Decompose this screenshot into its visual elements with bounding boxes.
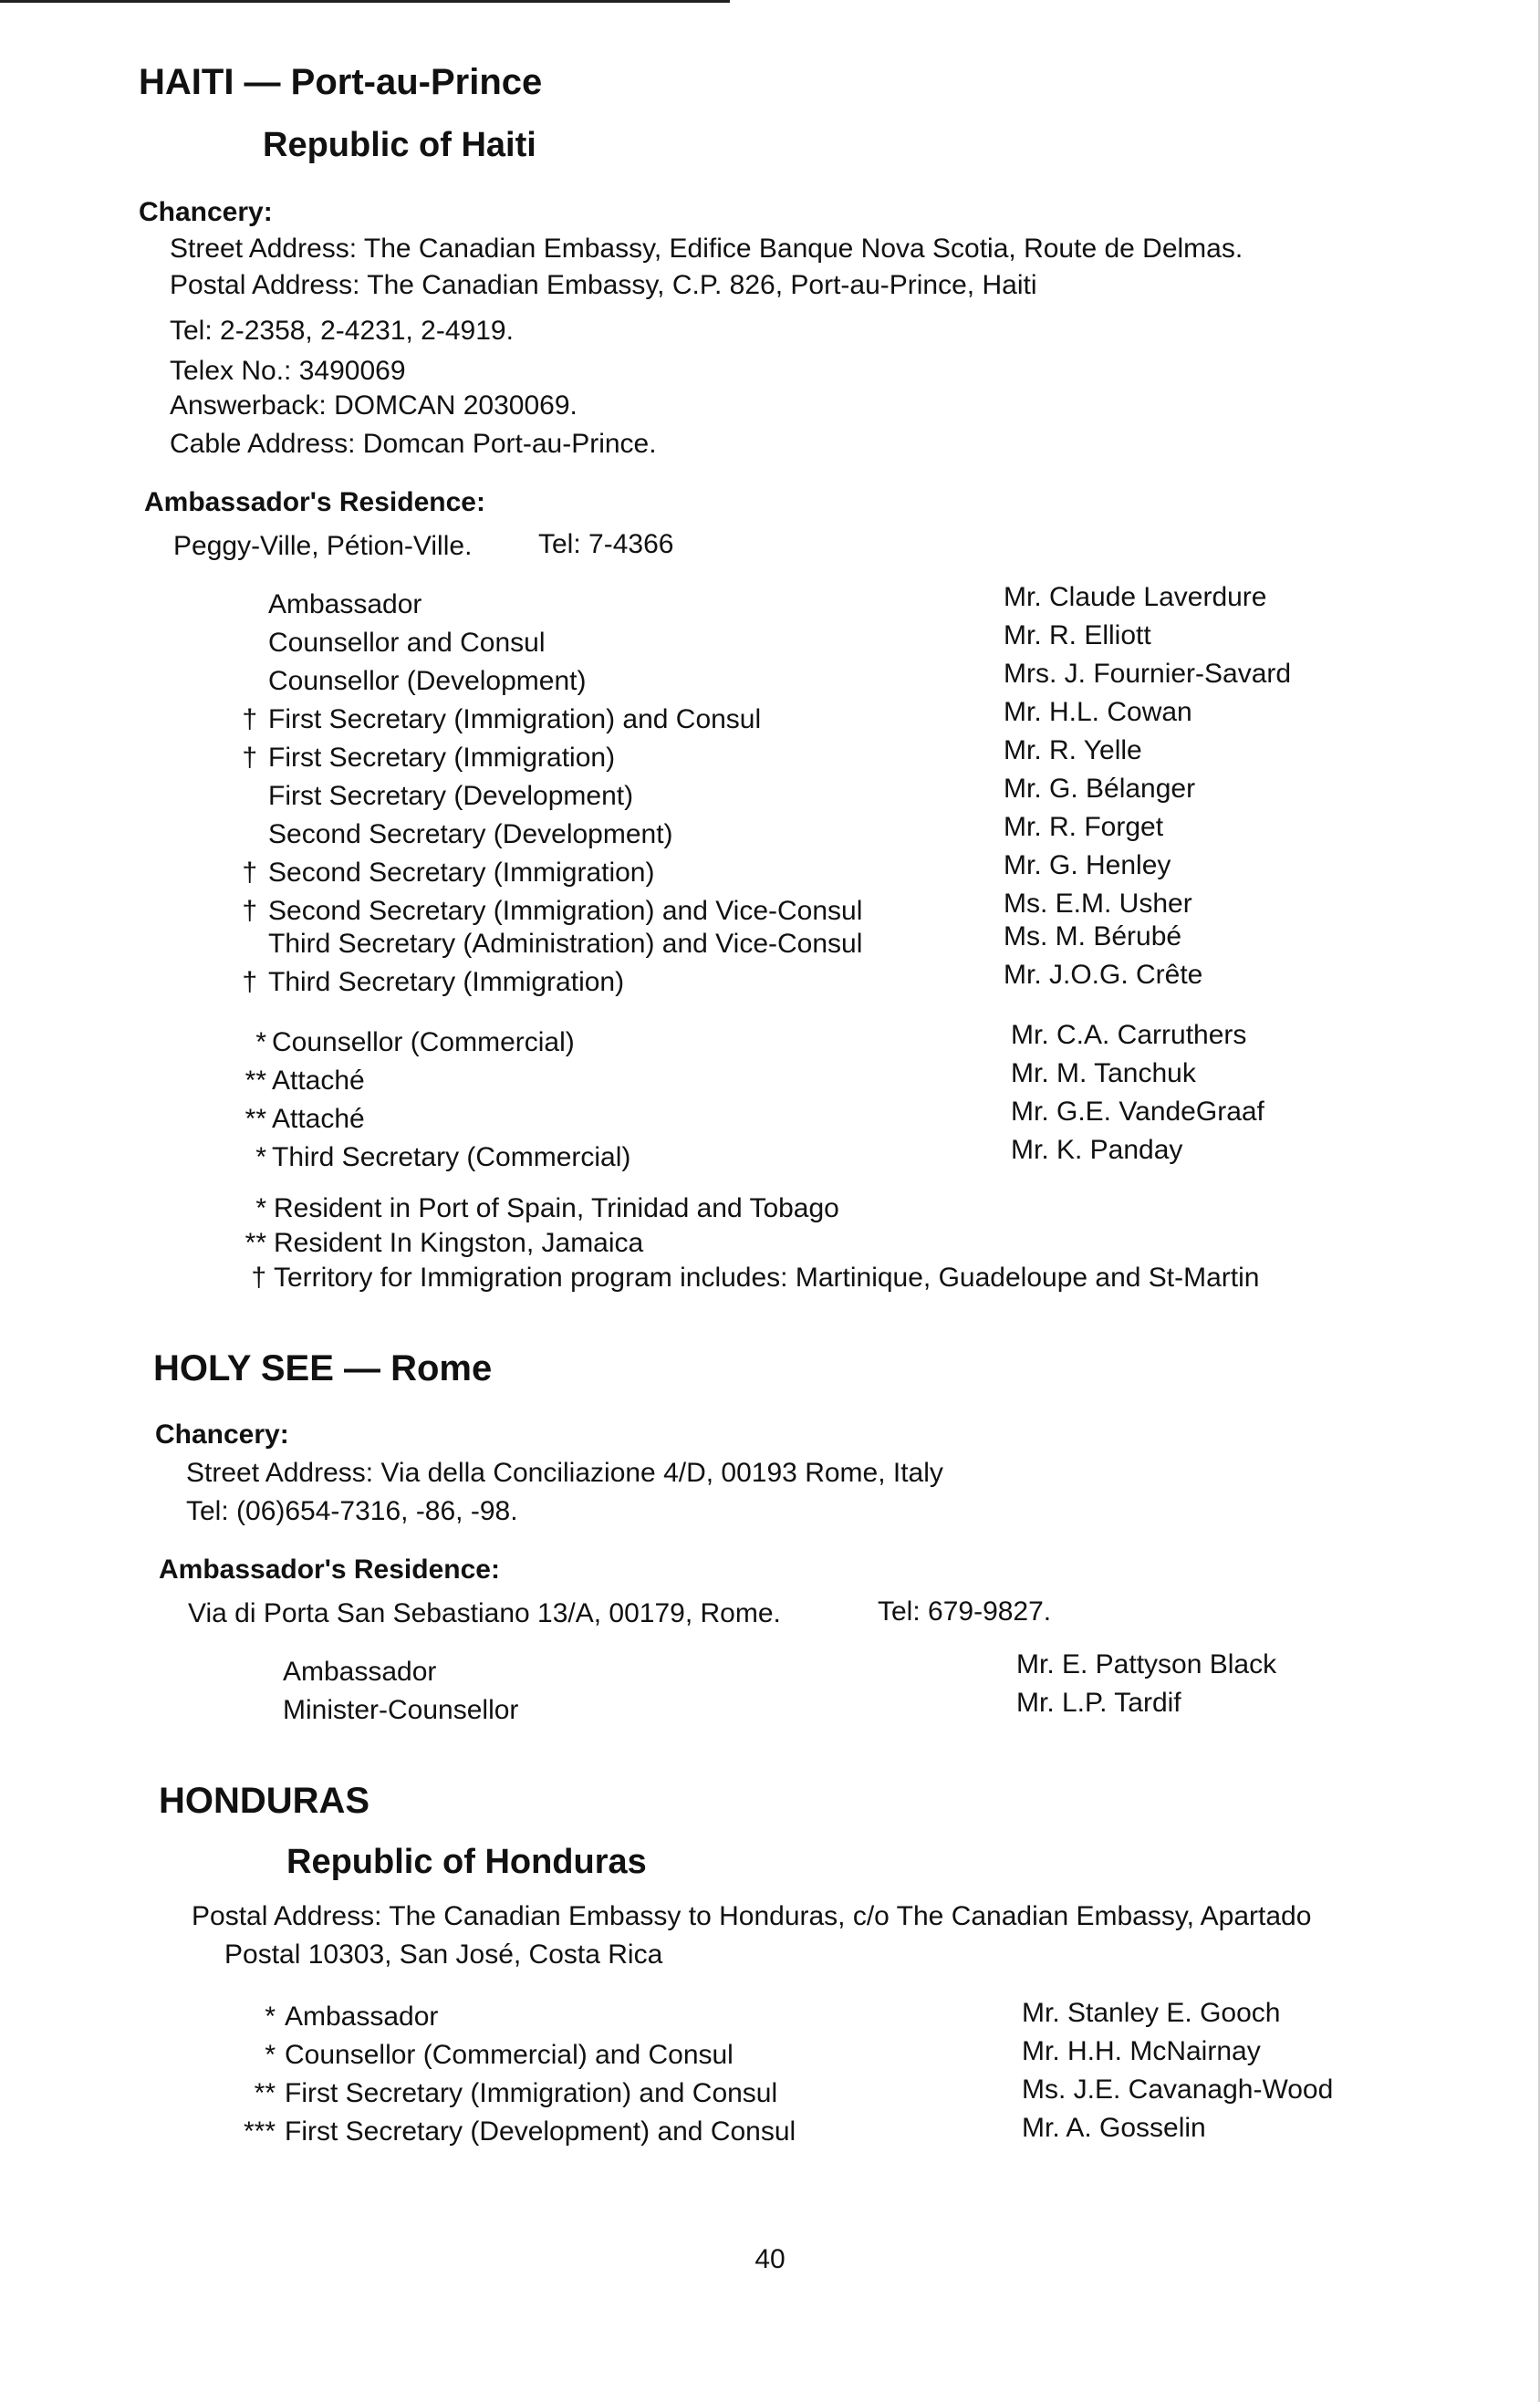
staff-row	[0, 2074, 1540, 2116]
chancery-line: Street Address: Via della Conciliazione 4/D, 00193 Rome, Italy	[186, 1458, 943, 1488]
staff-position: Second Secretary (Development)	[268, 819, 673, 849]
staff-mark: **	[245, 1104, 266, 1134]
staff-position: Counsellor and Consul	[268, 628, 546, 658]
staff-position: Third Secretary (Commercial)	[272, 1142, 631, 1172]
residence-tel: Tel: 679-9827.	[878, 1596, 1052, 1627]
residence-address: Via di Porta San Sebastiano 13/A, 00179, Rome.	[188, 1598, 781, 1628]
staff-row	[0, 2036, 1540, 2078]
staff-mark: †	[242, 704, 257, 734]
staff-position: Third Secretary (Administration) and Vice-Consul	[268, 929, 863, 959]
staff-row	[0, 620, 1540, 666]
staff-row	[0, 659, 1540, 704]
staff-position: Minister-Counsellor	[283, 1695, 519, 1725]
footnote-text: Territory for Immigration program includes: Martinique, Guadeloupe and St-Martin	[274, 1263, 1260, 1293]
staff-name: Ms. J.E. Cavanagh-Wood	[1022, 2074, 1334, 2105]
staff-row	[0, 960, 1540, 1005]
staff-name: Mr. L.P. Tardif	[1016, 1688, 1181, 1718]
staff-position: Counsellor (Commercial) and Consul	[285, 2040, 734, 2070]
staff-position: Counsellor (Development)	[268, 666, 587, 696]
footnote-mark: **	[245, 1228, 266, 1258]
staff-name: Mr. R. Forget	[1004, 812, 1164, 842]
footnote-text: Resident In Kingston, Jamaica	[274, 1228, 644, 1258]
staff-row	[0, 1688, 1540, 1733]
staff-position: Ambassador	[268, 589, 422, 619]
staff-row	[0, 1998, 1540, 2040]
chancery-label: Chancery:	[155, 1419, 289, 1450]
postal-line: Postal 10303, San José, Costa Rica	[224, 1939, 663, 1970]
footnote-mark: †	[251, 1263, 266, 1293]
staff-row	[0, 1097, 1540, 1142]
staff-row	[0, 1058, 1540, 1104]
staff-position: First Secretary (Development)	[268, 781, 634, 811]
staff-row	[0, 812, 1540, 858]
staff-row	[0, 921, 1540, 967]
staff-mark: **	[245, 1066, 266, 1096]
chancery-label: Chancery:	[139, 197, 273, 227]
footnote	[0, 1193, 1540, 1232]
staff-position: First Secretary (Immigration) and Consul	[285, 2078, 778, 2108]
staff-row	[0, 2113, 1540, 2155]
staff-row	[0, 1649, 1540, 1695]
staff-mark: †	[242, 858, 257, 888]
staff-name: Mr. G. Henley	[1004, 850, 1171, 880]
chancery-line: Answerback: DOMCAN 2030069.	[170, 390, 578, 421]
staff-name: Mr. C.A. Carruthers	[1011, 1020, 1247, 1050]
chancery-line: Cable Address: Domcan Port-au-Prince.	[170, 429, 657, 459]
top-rule	[0, 0, 730, 3]
staff-name: Mr. G.E. VandeGraaf	[1011, 1097, 1264, 1127]
staff-position: First Secretary (Immigration) and Consul	[268, 704, 762, 734]
staff-row	[0, 850, 1540, 896]
staff-row	[0, 735, 1540, 781]
chancery-line: Telex No.: 3490069	[170, 356, 406, 386]
staff-position: First Secretary (Development) and Consul	[285, 2116, 796, 2147]
staff-mark: †	[242, 743, 257, 773]
staff-mark: **	[254, 2078, 276, 2108]
chancery-line: Tel: (06)654-7316, -86, -98.	[186, 1496, 518, 1526]
staff-row	[0, 697, 1540, 743]
staff-name: Mr. A. Gosselin	[1022, 2113, 1206, 2143]
staff-row	[0, 1020, 1540, 1066]
page-number: 40	[754, 2244, 786, 2274]
postal-line: Postal Address: The Canadian Embassy to Honduras, c/o The Canadian Embassy, Apartado	[192, 1901, 1312, 1931]
staff-row	[0, 774, 1540, 819]
country-subtitle-haiti: Republic of Haiti	[263, 126, 536, 164]
chancery-line: Street Address: The Canadian Embassy, Edifice Banque Nova Scotia, Route de Delmas.	[170, 234, 1243, 264]
staff-mark: ***	[243, 2116, 276, 2147]
staff-mark: †	[242, 896, 257, 926]
residence-address: Peggy-Ville, Pétion-Ville.	[173, 531, 473, 561]
staff-name: Mr. K. Panday	[1011, 1135, 1183, 1165]
residence-label: Ambassador's Residence:	[144, 487, 485, 517]
staff-name: Mr. J.O.G. Crête	[1004, 960, 1203, 990]
staff-mark: *	[255, 1027, 266, 1057]
staff-name: Mr. Claude Laverdure	[1004, 582, 1267, 612]
country-title-holy-see: HOLY SEE — Rome	[153, 1348, 493, 1388]
staff-mark: *	[265, 2002, 276, 2032]
staff-mark: *	[265, 2040, 276, 2070]
staff-position: Second Secretary (Immigration)	[268, 858, 655, 888]
staff-name: Ms. E.M. Usher	[1004, 889, 1192, 919]
staff-name: Mr. H.L. Cowan	[1004, 697, 1192, 727]
staff-position: Ambassador	[283, 1657, 437, 1687]
staff-name: Mrs. J. Fournier-Savard	[1004, 659, 1292, 689]
staff-position: Counsellor (Commercial)	[272, 1027, 575, 1057]
chancery-line: Postal Address: The Canadian Embassy, C.P. 826, Port-au-Prince, Haiti	[170, 270, 1037, 300]
staff-mark: *	[255, 1142, 266, 1172]
country-subtitle-honduras: Republic of Honduras	[286, 1843, 647, 1881]
residence-tel: Tel: 7-4366	[538, 529, 674, 559]
footnote	[0, 1228, 1540, 1266]
staff-position: First Secretary (Immigration)	[268, 743, 616, 773]
staff-name: Mr. R. Elliott	[1004, 620, 1151, 650]
staff-name: Mr. H.H. McNairnay	[1022, 2036, 1261, 2066]
staff-name: Mr. Stanley E. Gooch	[1022, 1998, 1281, 2028]
staff-name: Mr. M. Tanchuk	[1011, 1058, 1196, 1088]
staff-name: Mr. E. Pattyson Black	[1016, 1649, 1277, 1679]
staff-name: Mr. G. Bélanger	[1004, 774, 1196, 804]
footnote	[0, 1263, 1540, 1301]
staff-name: Mr. R. Yelle	[1004, 735, 1142, 765]
residence-label: Ambassador's Residence:	[159, 1555, 500, 1585]
country-title-honduras: HONDURAS	[159, 1781, 370, 1821]
chancery-line: Tel: 2-2358, 2-4231, 2-4919.	[170, 316, 514, 346]
staff-position: Attaché	[272, 1104, 365, 1134]
staff-position: Ambassador	[285, 2002, 439, 2032]
staff-position: Third Secretary (Immigration)	[268, 967, 625, 997]
staff-name: Ms. M. Bérubé	[1004, 921, 1182, 951]
footnote-mark: *	[255, 1193, 266, 1223]
staff-mark: †	[242, 967, 257, 997]
footnote-text: Resident in Port of Spain, Trinidad and Tobago	[274, 1193, 839, 1223]
staff-position: Second Secretary (Immigration) and Vice-Consul	[268, 896, 863, 926]
country-title-haiti: HAITI — Port-au-Prince	[139, 62, 543, 102]
staff-position: Attaché	[272, 1066, 365, 1096]
staff-row	[0, 582, 1540, 628]
staff-row	[0, 1135, 1540, 1180]
